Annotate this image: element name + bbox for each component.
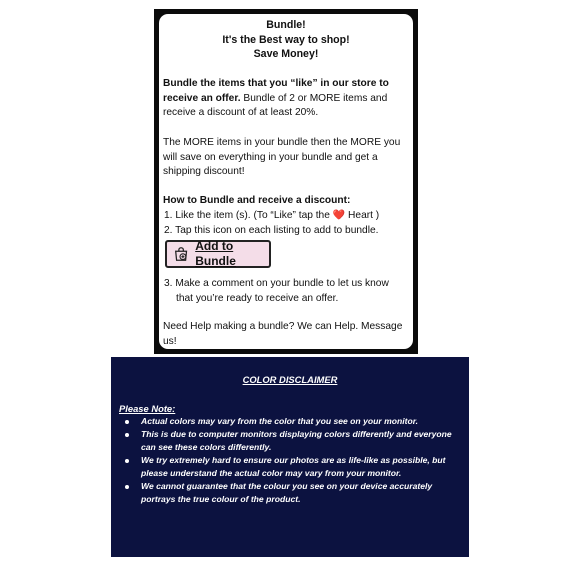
header-line-3: Save Money!: [253, 48, 319, 61]
list-item: We try extremely hard to ensure our photos are as life-like as possible, but please understand the actual color may vary from your monitor.: [119, 454, 465, 480]
steps-list-top: [163, 209, 411, 238]
intro-paragraph: [163, 77, 411, 121]
please-note-label: Please Note:: [119, 403, 176, 414]
bundle-info-card-frame: [154, 9, 418, 354]
disclaimer-title: COLOR DISCLAIMER: [242, 374, 338, 385]
heart-icon: ❤️: [332, 210, 346, 221]
more-paragraph: The MORE items in your bundle then the MORE you will save on everything in your bundle and get a shipping discount!: [163, 137, 401, 178]
color-disclaimer-panel: [111, 357, 469, 557]
list-item: We cannot guarantee that the colour you see on your device accurately portrays the true colour of the product.: [119, 480, 465, 506]
list-item: Actual colors may vary from the color that you see on your monitor.: [119, 415, 465, 428]
help-paragraph: Need Help making a bundle? We can Help. Message us!: [163, 321, 403, 347]
how-to-title: How to Bundle and receive a discount:: [163, 195, 351, 206]
steps-list-bottom: [163, 277, 411, 306]
bundle-header: [159, 18, 413, 62]
step-2: 2. Tap this icon on each listing to add to bundle.: [164, 224, 379, 236]
step-1: [163, 209, 411, 224]
shopping-bag-plus-icon: [173, 245, 189, 263]
header-line-2: It's the Best way to shop!: [222, 33, 350, 46]
bundle-info-card: [159, 14, 413, 349]
intro-bold: Bundle the items that you “like” in our store to receive an offer.: [163, 78, 389, 104]
disclaimer-list: [119, 415, 465, 506]
step-3-continued: that you’re ready to receive an offer.: [176, 292, 339, 304]
step-3: 3. Make a comment on your bundle to let us know: [164, 278, 389, 289]
add-to-bundle-button[interactable]: [165, 240, 271, 268]
intro-rest: Bundle of 2 or MORE items and receive a discount of at least 20%.: [163, 92, 388, 119]
step-1-heart-text: Heart ): [348, 210, 380, 221]
step-1-text: 1. Like the item (s). (To “Like” tap the: [164, 210, 330, 221]
header-line-1: Bundle!: [266, 19, 306, 31]
list-item: This is due to computer monitors displaying colors differently and everyone can see these colors differently.: [119, 428, 465, 454]
add-to-bundle-label: Add to Bundle: [195, 239, 236, 268]
